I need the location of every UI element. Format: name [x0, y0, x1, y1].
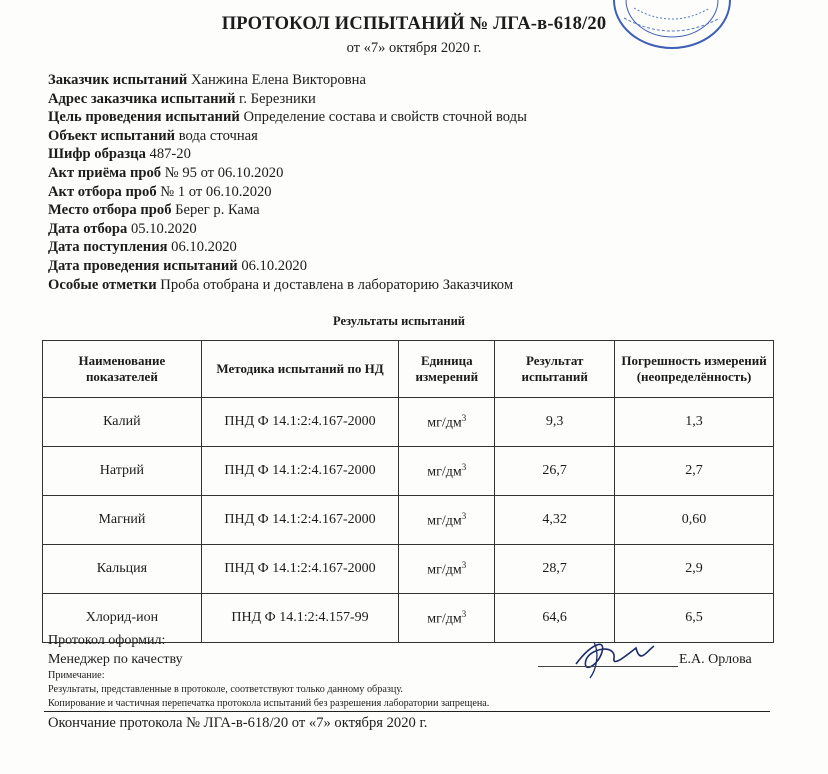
cell-error: 6,5	[615, 594, 774, 643]
footer-divider	[44, 711, 770, 712]
table-header-row	[43, 341, 774, 398]
cell-name: Хлорид-ион	[43, 594, 202, 643]
protocol-date: от «7» октября 2020 г.	[346, 40, 482, 56]
cell-result: 26,7	[495, 447, 615, 496]
results-title: Результаты испытаний	[333, 314, 465, 328]
header-result: Результат испытаний	[495, 341, 615, 398]
table-row	[43, 545, 774, 594]
signature-icon	[536, 634, 686, 680]
header-error: Погрешность измерений (неопределённость)	[615, 341, 774, 398]
table-row	[43, 447, 774, 496]
cell-error: 1,3	[615, 398, 774, 447]
cell-error: 2,7	[615, 447, 774, 496]
field-object: Объект испытаний вода сточная	[48, 127, 258, 144]
prepared-by-label: Протокол оформил:	[48, 633, 166, 648]
cell-unit: $мг/дм^3$	[399, 496, 495, 545]
cell-error: 0,60	[615, 496, 774, 545]
protocol-end: Окончание протокола № ЛГА-в-618/20 от «7» октября 2020 г.	[48, 715, 428, 731]
note-copying: Копирование и частичная перепечатка протокола испытаний без разрешения лаборатории запрещена.	[48, 698, 490, 709]
cell-method: ПНД Ф 14.1:2:4.167-2000	[201, 398, 399, 447]
field-customer: Заказчик испытаний Ханжина Елена Викторовна	[48, 72, 366, 88]
cell-result: 4,32	[495, 496, 615, 545]
field-receipt-date: Дата поступления 06.10.2020	[48, 239, 237, 256]
protocol-title: ПРОТОКОЛ ИСПЫТАНИЙ № ЛГА-в-618/20	[221, 14, 607, 34]
cell-unit: $мг/дм^3$	[399, 447, 495, 496]
cell-method: ПНД Ф 14.1:2:4.167-2000	[201, 545, 399, 594]
field-sampling-act: Акт отбора проб № 1 от 06.10.2020	[48, 183, 272, 200]
cell-method: ПНД Ф 14.1:2:4.157-99	[201, 594, 399, 643]
note-label: Примечание:	[48, 670, 105, 681]
cell-name: Кальция	[43, 545, 202, 594]
results-table	[42, 340, 774, 643]
field-purpose: Цель проведения испытаний Определение состава и свойств сточной воды	[48, 109, 527, 126]
field-sample-code: Шифр образца 487-20	[48, 146, 191, 163]
table-row	[43, 398, 774, 447]
header-method: Методика испытаний по НД	[201, 341, 399, 398]
note-results: Результаты, представленные в протоколе, соответствуют только данному образцу.	[48, 684, 403, 695]
signer-role: Менеджер по качеству	[48, 652, 183, 667]
field-test-date: Дата проведения испытаний 06.10.2020	[48, 257, 307, 274]
cell-unit: $мг/дм^3$	[399, 545, 495, 594]
cell-name: Магний	[43, 496, 202, 545]
table-row	[43, 496, 774, 545]
field-sampling-place: Место отбора проб Берег р. Кама	[48, 202, 260, 219]
header-unit: Единица измерений	[399, 341, 495, 398]
cell-unit: $мг/дм^3$	[399, 398, 495, 447]
field-customer-address: Адрес заказчика испытаний г. Березники	[48, 90, 316, 107]
cell-name: Натрий	[43, 447, 202, 496]
cell-error: 2,9	[615, 545, 774, 594]
signer-name: Е.А. Орлова	[679, 652, 752, 667]
header-name: Наименование показателей	[43, 341, 202, 398]
cell-method: ПНД Ф 14.1:2:4.167-2000	[201, 496, 399, 545]
cell-name: Калий	[43, 398, 202, 447]
field-sampling-date: Дата отбора 05.10.2020	[48, 220, 197, 237]
signature-line	[538, 666, 678, 667]
cell-unit: $мг/дм^3$	[399, 594, 495, 643]
cell-result: 28,7	[495, 545, 615, 594]
cell-result: 9,3	[495, 398, 615, 447]
field-acceptance-act: Акт приёма проб № 95 от 06.10.2020	[48, 164, 284, 181]
field-special-notes: Особые отметки Проба отобрана и доставлена в лабораторию Заказчиком	[48, 276, 514, 293]
cell-result: 64,6	[495, 594, 615, 643]
cell-method: ПНД Ф 14.1:2:4.167-2000	[201, 447, 399, 496]
protocol-fields	[48, 71, 527, 294]
